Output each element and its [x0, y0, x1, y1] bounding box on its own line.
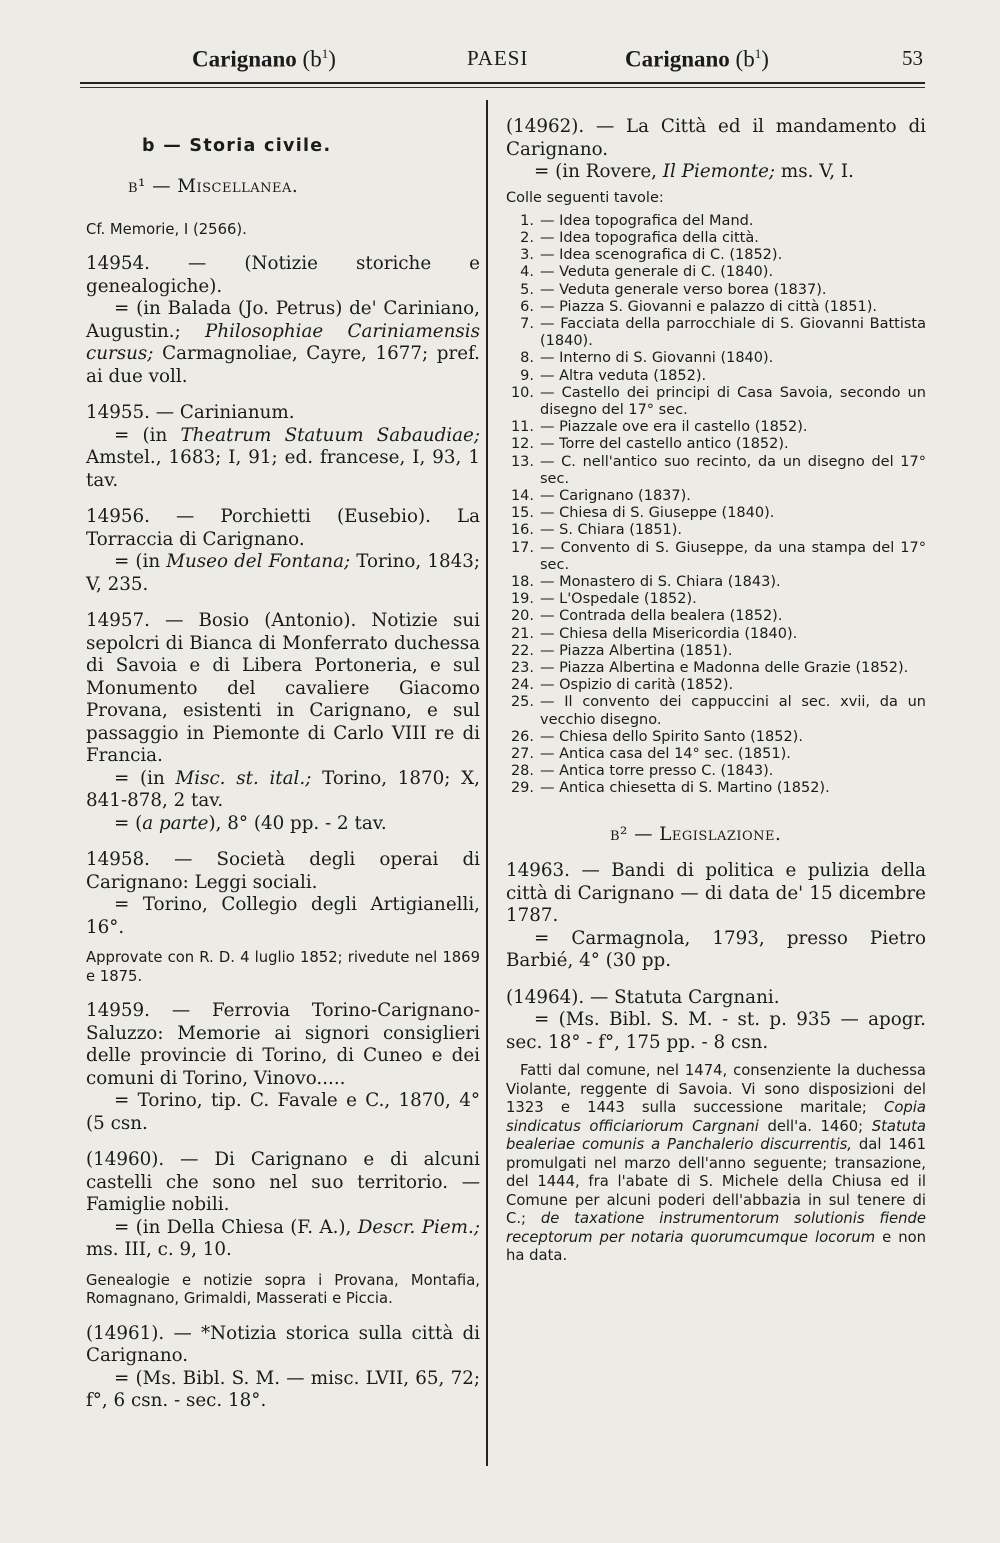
plate-item	[506, 213, 926, 230]
plate-item	[506, 780, 926, 797]
entry-reference: = (in Rovere, Il Piemonte; ms. V, I.	[534, 161, 854, 182]
plate-title: — C. nell'antico suo recinto, da un disegno del 17° sec.	[540, 453, 926, 487]
plate-number: 22.	[510, 642, 534, 659]
plate-item	[506, 316, 926, 350]
plate-number: 1.	[520, 212, 534, 229]
entry-note: Genealogie e notizie sopra i Provana, Montafia, Romagnano, Grimaldi, Masserati e Piccia.	[86, 1271, 480, 1307]
plate-number: 14.	[510, 487, 534, 504]
plate-number: 25.	[510, 694, 534, 711]
header-left-title: Carignano $(b^1)$	[192, 46, 336, 72]
plate-item	[506, 746, 926, 763]
left-column	[86, 108, 480, 1413]
entry-14962	[506, 116, 926, 798]
plate-item	[506, 368, 926, 385]
plate-item	[506, 522, 926, 539]
plate-item	[506, 729, 926, 746]
plate-title: — Antica chiesetta di S. Martino (1852).	[540, 780, 830, 797]
plate-number: 26.	[510, 728, 534, 745]
plate-number: 29.	[510, 780, 534, 797]
plate-number: 28.	[510, 763, 534, 780]
plate-item	[506, 247, 926, 264]
entry-head: 14957. — Bosio (Antonio). Notizie sui sepolcri di Bianca di Monferrato duchessa di Savoia e di Libera Portoneria, e sul Monumento del cavaliere Giacomo Provana, esistenti in Carignano, e sul passaggio in Piemonte di Carlo VIII re di Francia.	[86, 610, 480, 766]
plate-item	[506, 264, 926, 281]
plate-number: 3.	[520, 247, 534, 264]
header-section-name: PAESI	[467, 46, 529, 70]
plate-item	[506, 643, 926, 660]
entry-head: (14964). — Statuta Cargnani.	[506, 986, 780, 1008]
plate-number: 24.	[510, 677, 534, 694]
plate-item	[506, 299, 926, 316]
plate-item	[506, 436, 926, 453]
plate-title: — Chiesa dello Spirito Santo (1852).	[540, 728, 803, 745]
plates-list	[506, 213, 926, 798]
plate-item	[506, 350, 926, 367]
plate-title: — Altra veduta (1852).	[540, 367, 707, 384]
plate-number: 13.	[510, 453, 534, 470]
plate-title: — Idea scenografica di C. (1852).	[540, 247, 783, 264]
entry-14963	[506, 860, 926, 973]
running-header	[80, 46, 925, 80]
entry-reference: = (in Misc. st. ital.; Torino, 1870; X, 841-878, 2 tav.	[86, 767, 480, 811]
plate-title: — Chiesa della Misericordia (1840).	[540, 625, 798, 642]
plate-item	[506, 574, 926, 591]
plate-title: — Chiesa di S. Giuseppe (1840).	[540, 505, 775, 522]
plate-title: — Veduta generale verso borea (1837).	[540, 281, 827, 298]
entry-reference: = (in Della Chiesa (F. A.), Descr. Piem.; ms. III, c. 9, 10.	[86, 1216, 480, 1260]
entry-reference: = Carmagnola, 1793, presso Pietro Barbié, 4° (30 pp.	[506, 927, 926, 972]
plate-item	[506, 282, 926, 299]
plate-title: — Piazzale ove era il castello (1852).	[540, 419, 808, 436]
entry-head: 14955. — Carinianum.	[86, 402, 295, 423]
plate-title: — Carignano (1837).	[540, 487, 691, 504]
entry-note: Fatti dal comune, nel 1474, consenziente la duchessa Violante, reggente di Savoia. Vi sono disposizioni del 1323 e 1443 sulla successione maritale; Copia sindicatus officiariorum Cargnani dell'a. 1460; Statuta bealeriae comunis a Panchalerio discurrentis, dal 1461 promulgati nel marzo dell'anno seguente; transazione, del 1444, fra l'abate di S. Michele della Chiusa ed il Comune per alcuni poderi dell'abbazia in sul tenere di C.; de taxatione instrumentorum solutionis fiende receptorum per notaria quorumcumque locorum e non ha data.	[506, 1062, 927, 1265]
entry-14960	[86, 1149, 480, 1309]
plate-item	[506, 419, 926, 436]
plate-number: 17.	[510, 539, 534, 556]
plate-number: 10.	[510, 384, 534, 401]
plate-number: 16.	[510, 522, 534, 539]
entry-reference: = Torino, tip. C. Favale e C., 1870, 4° (5 csn.	[86, 1090, 480, 1134]
entry-head: 14954. — (Notizie storiche e genealogiche).	[86, 253, 480, 297]
entry-reference-offprint: = (a parte), 8° (40 pp. - 2 tav.	[114, 812, 387, 834]
plate-number: 15.	[510, 505, 534, 522]
plate-title: — Ospizio di carità (1852).	[540, 677, 734, 694]
entry-head: (14960). — Di Carignano e di alcuni castelli che sono nel suo territorio. — Famiglie nobili.	[86, 1149, 480, 1215]
subsection-heading: b¹ — Miscellanea.	[128, 176, 299, 197]
entry-reference: = (Ms. Bibl. S. M. — misc. LVII, 65, 72; f°, 6 csn. - sec. 18°.	[86, 1367, 480, 1411]
entry-14964	[506, 987, 926, 1266]
entry-14955	[86, 402, 480, 492]
plate-title: — Il convento dei cappuccini al sec. xvii, da un vecchio disegno.	[540, 694, 926, 728]
plate-item	[506, 385, 926, 419]
plate-number: 23.	[510, 659, 534, 676]
header-rule	[80, 82, 925, 84]
plate-number: 6.	[520, 298, 534, 315]
plate-title: — Idea topografica del Mand.	[540, 212, 754, 229]
plate-number: 4.	[520, 264, 534, 281]
subsection-heading: b² — Legislazione.	[610, 823, 782, 845]
plate-title: — S. Chiara (1851).	[540, 522, 683, 539]
plate-title: — Antica casa del 14° sec. (1851).	[540, 746, 791, 762]
plate-number: 27.	[510, 746, 534, 762]
entry-note: Approvate con R. D. 4 luglio 1852; rivedute nel 1869 e 1875.	[86, 949, 480, 985]
plate-item	[506, 540, 926, 574]
plate-item	[506, 454, 926, 488]
plate-title: — Torre del castello antico (1852).	[540, 436, 789, 453]
plate-number: 9.	[520, 367, 534, 384]
plate-title: — L'Ospedale (1852).	[540, 591, 697, 608]
entry-14954	[86, 253, 480, 388]
plate-number: 5.	[520, 281, 534, 298]
plate-number: 2.	[520, 229, 534, 246]
plate-title: — Piazza Albertina (1851).	[540, 642, 733, 659]
plates-intro: Colle seguenti tavole:	[506, 189, 664, 206]
plate-item	[506, 677, 926, 694]
plate-title: — Idea topografica della città.	[540, 229, 759, 246]
right-column	[506, 108, 926, 1266]
plate-item	[506, 591, 926, 608]
entry-head: (14961). — *Notizia storica sulla città di Carignano.	[86, 1322, 480, 1366]
entry-head: (14962). — La Città ed il mandamento di Carignano.	[506, 116, 926, 160]
cross-reference: Cf. Memorie, I (2566).	[86, 220, 247, 238]
entry-reference: = (in Theatrum Statuum Sabaudiae; Amstel., 1683; I, 91; ed. francese, I, 93, 1 tav.	[86, 424, 480, 491]
plate-title: — Castello dei principi di Casa Savoia, secondo un disegno del 17° sec.	[540, 384, 926, 418]
entry-head: 14956. — Porchietti (Eusebio). La Torraccia di Carignano.	[86, 506, 480, 550]
plate-number: 11.	[510, 419, 534, 436]
plate-item	[506, 626, 926, 643]
plate-item	[506, 505, 926, 522]
plate-item	[506, 488, 926, 505]
plate-number: 18.	[510, 573, 534, 590]
plate-number: 8.	[520, 350, 534, 367]
plate-item	[506, 230, 926, 247]
header-right-title: Carignano $(b^1)$	[625, 46, 769, 72]
entry-reference: = (Ms. Bibl. S. M. - st. p. 935 — apogr. sec. 18° - f°, 175 pp. - 8 csn.	[506, 1009, 926, 1053]
page-number: 53	[902, 46, 923, 70]
plate-item	[506, 608, 926, 625]
section-heading: b — Storia civile.	[142, 136, 332, 156]
entry-reference: = (in Museo del Fontana; Torino, 1843; V, 235.	[86, 551, 481, 595]
entry-reference: = Torino, Collegio degli Artigianelli, 16°.	[86, 894, 480, 938]
entry-14959	[86, 1000, 480, 1135]
plate-title: — Interno di S. Giovanni (1840).	[540, 350, 774, 367]
plate-title: — Convento di S. Giuseppe, da una stampa del 17° sec.	[540, 539, 926, 573]
plate-title: — Veduta generale di C. (1840).	[540, 264, 774, 281]
entry-head: 14958. — Società degli operai di Carignano: Leggi sociali.	[86, 849, 480, 893]
plate-number: 21.	[510, 625, 534, 642]
plate-title: — Facciata della parrocchiale di S. Giovanni Battista (1840).	[540, 315, 926, 350]
entry-14956	[86, 506, 480, 596]
entry-reference: = (in Balada (Jo. Petrus) de' Cariniano, Augustin.; Philosophiae Cariniamensis cursus; Carmagnoliae, Cayre, 1677; pref. ai due voll.	[86, 298, 480, 387]
entry-14957	[86, 610, 480, 835]
plate-number: 7.	[520, 315, 534, 332]
plate-title: — Contrada della bealera (1852).	[540, 608, 783, 625]
plate-number: 20.	[510, 608, 534, 625]
plate-item	[506, 660, 926, 677]
entry-head: 14963. — Bandi di politica e pulizia della città di Carignano — di data de' 15 dicembre 1787.	[506, 860, 926, 927]
plate-number: 19.	[510, 591, 534, 608]
plate-title: — Monastero di S. Chiara (1843).	[540, 573, 781, 590]
entry-14958	[86, 849, 480, 986]
plate-title: — Piazza S. Giovanni e palazzo di città (1851).	[540, 298, 877, 315]
plate-item	[506, 763, 926, 780]
plate-number: 12.	[510, 436, 534, 453]
header-rule-thin	[80, 87, 925, 88]
entry-14961	[86, 1323, 480, 1413]
plate-item	[506, 694, 926, 728]
entry-head: 14959. — Ferrovia Torino-Carignano-Saluzzo: Memorie ai signori consiglieri delle provincie di Torino, di Cuneo e dei comuni di Torino, Vinovo.....	[86, 1000, 480, 1089]
column-divider	[486, 100, 488, 1466]
plate-title: — Piazza Albertina e Madonna delle Grazie (1852).	[540, 659, 909, 676]
plate-title: — Antica torre presso C. (1843).	[540, 763, 774, 780]
